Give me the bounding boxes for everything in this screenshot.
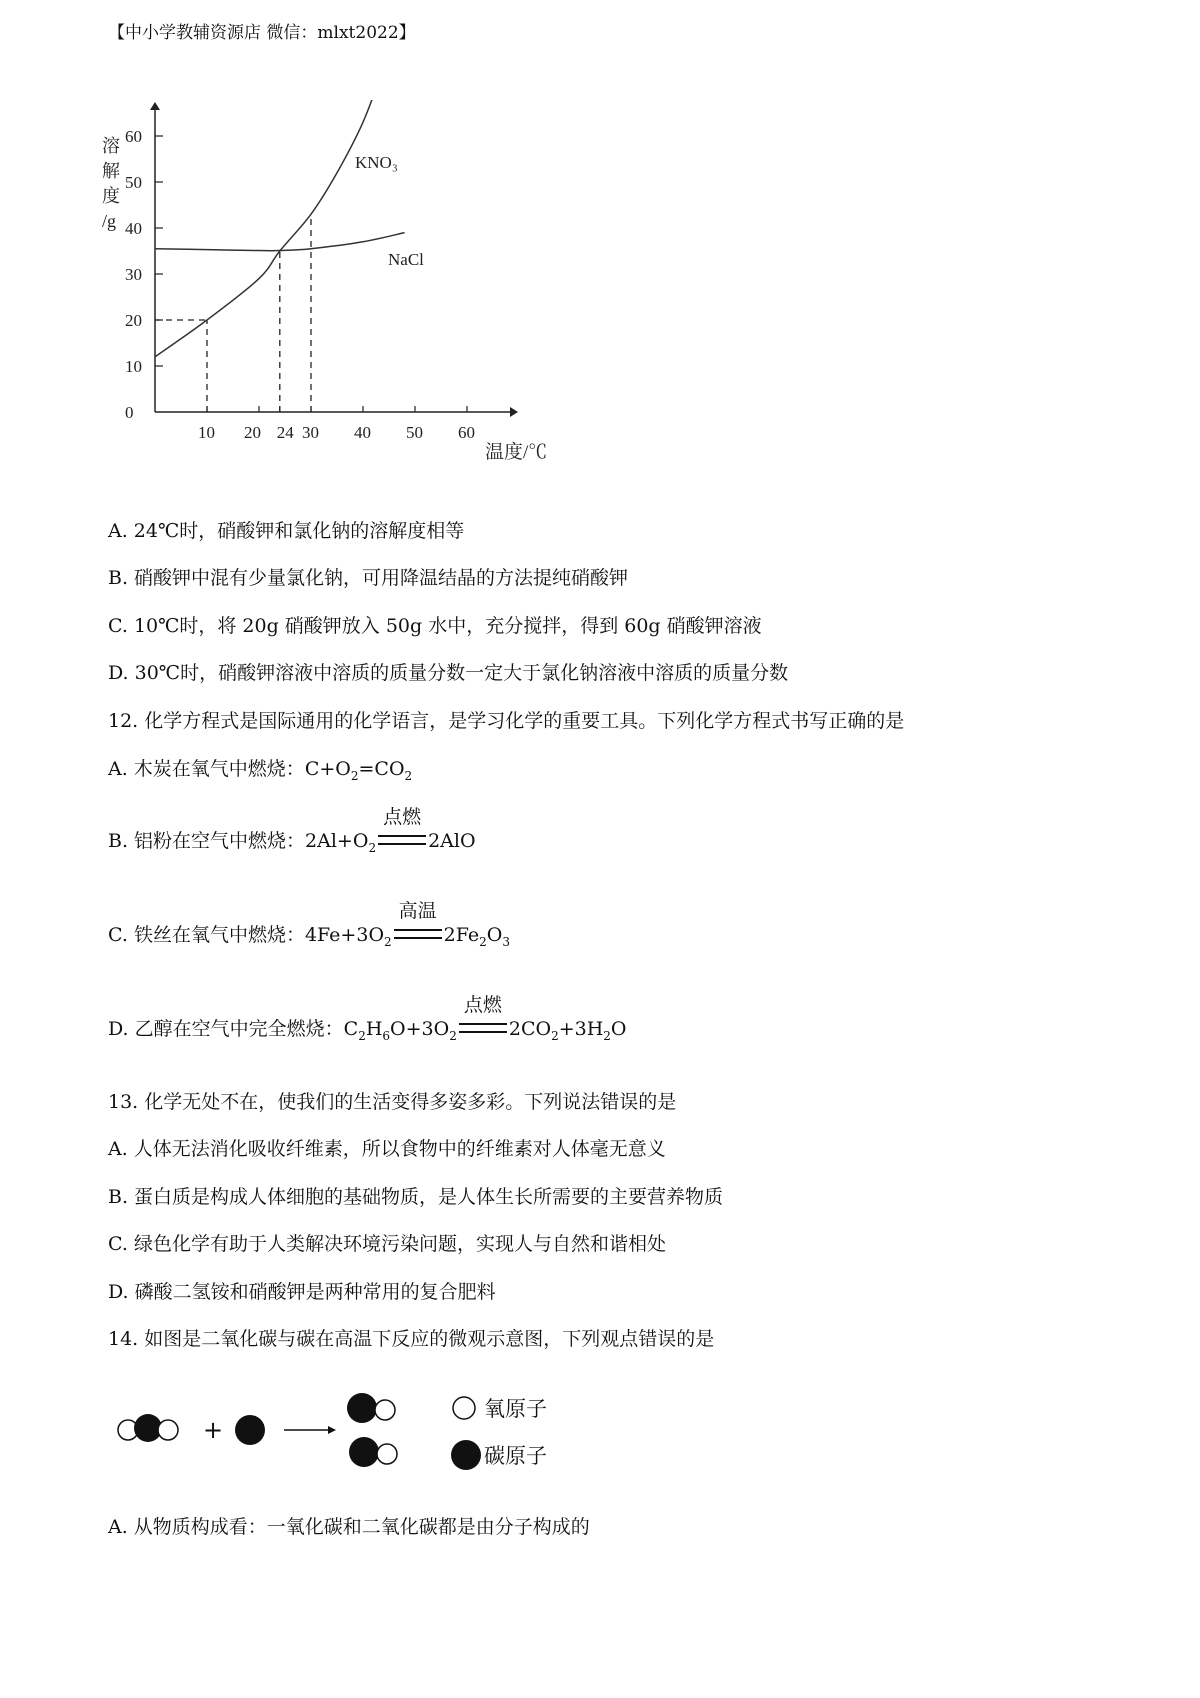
x-tick-label: 20 — [244, 423, 261, 442]
micro-reaction-diagram — [100, 1392, 620, 1492]
oxygen-atom — [375, 1400, 395, 1420]
q11-option-b: B. 硝酸钾中混有少量氯化钠，可用降温结晶的方法提纯硝酸钾 — [108, 567, 629, 589]
y-tick-label: 20 — [125, 311, 142, 330]
carbon-atom — [349, 1437, 379, 1467]
q12-option-a: A. 木炭在氧气中燃烧：$C+O_2=CO_2$ — [108, 758, 413, 783]
reaction-condition: 高温 — [398, 900, 437, 922]
q12-option-b: B. 铝粉在空气中燃烧：$2Al+O_2$ 点燃 2AlO — [108, 826, 476, 855]
q11-option-c: C. 10℃时，将 20g 硝酸钾放入 50g 水中，充分搅拌，得到 60g 硝酸钾溶液 — [108, 615, 762, 637]
series-label-nacl: NaCl — [388, 250, 424, 269]
x-tick-label: 60 — [458, 423, 475, 442]
y-tick-label: 10 — [125, 357, 142, 376]
chart-ticks — [125, 127, 475, 442]
chart-axes — [150, 102, 518, 417]
oxygen-atom — [377, 1444, 397, 1464]
q12-stem: 12. 化学方程式是国际通用的化学语言，是学习化学的重要工具。下列化学方程式书写正确的是 — [108, 710, 905, 732]
x-tick-label: 50 — [406, 423, 423, 442]
x-tick-label: 10 — [198, 423, 215, 442]
q12-option-d: D. 乙醇在空气中完全燃烧：$C_2H_6O+3O_2$ 点燃 $2CO_2+3H_2O$ — [108, 1014, 627, 1043]
reaction-condition: 点燃 — [383, 806, 422, 828]
q11-option-a: A. 24℃时，硝酸钾和氯化钠的溶解度相等 — [108, 520, 465, 542]
q13-option-d: D. 磷酸二氢铵和硝酸钾是两种常用的复合肥料 — [108, 1281, 496, 1303]
y-axis-label-char: 度 — [102, 186, 120, 206]
q13-option-a: A. 人体无法消化吸收纤维素，所以食物中的纤维素对人体毫无意义 — [108, 1138, 666, 1160]
x-tick-label: 40 — [354, 423, 371, 442]
carbon-atom — [347, 1393, 377, 1423]
q12-option-c: C. 铁丝在氧气中燃烧：$4Fe+3O_2$ 高温 $2Fe_2O_3$ — [108, 920, 510, 949]
carbon-atom — [235, 1415, 265, 1445]
solubility-chart — [100, 100, 580, 510]
x-tick-label: 30 — [302, 423, 319, 442]
x-axis-arrow — [510, 407, 518, 417]
reaction-condition: 点燃 — [463, 994, 502, 1016]
legend-carbon-icon — [451, 1440, 481, 1470]
y-axis-arrow — [150, 102, 160, 110]
legend-oxygen-label: 氧原子 — [484, 1397, 547, 1421]
y-tick-label: 0 — [125, 403, 134, 422]
plus-sign: + — [203, 1416, 224, 1444]
x-tick-label: 24 — [276, 423, 294, 442]
q14-option-a: A. 从物质构成看：一氧化碳和二氧化碳都是由分子构成的 — [108, 1516, 590, 1538]
q14-stem: 14. 如图是二氧化碳与碳在高温下反应的微观示意图，下列观点错误的是 — [108, 1328, 715, 1350]
y-tick-label: 50 — [125, 173, 142, 192]
legend-carbon-label: 碳原子 — [484, 1444, 547, 1468]
page-header: 【中小学教辅资源店 微信：mlxt2022】 — [108, 23, 416, 43]
y-tick-label: 60 — [125, 127, 142, 146]
y-tick-label: 40 — [125, 219, 142, 238]
curve-kno3 — [155, 100, 384, 357]
series-label-kno3: KNO₃ — [355, 153, 398, 172]
y-axis-label-char: 解 — [102, 161, 120, 181]
y-axis-label-char: /g — [102, 211, 117, 231]
legend-oxygen-icon — [453, 1397, 475, 1419]
y-tick-label: 30 — [125, 265, 142, 284]
q12-a-equation: $C+O_2=CO_2$ — [304, 758, 413, 783]
chart-guide-lines — [155, 214, 311, 412]
chart-labels — [102, 136, 547, 463]
q11-option-d: D. 30℃时，硝酸钾溶液中溶质的质量分数一定大于氯化钠溶液中溶质的质量分数 — [108, 662, 789, 684]
q13-option-b: B. 蛋白质是构成人体细胞的基础物质，是人体生长所需要的主要营养物质 — [108, 1186, 724, 1208]
q13-stem: 13. 化学无处不在，使我们的生活变得多姿多彩。下列说法错误的是 — [108, 1091, 677, 1113]
x-axis-label: 温度/℃ — [485, 442, 548, 463]
y-axis-label-char: 溶 — [102, 136, 120, 156]
curve-nacl — [155, 233, 405, 251]
oxygen-atom — [158, 1420, 178, 1440]
q13-option-c: C. 绿色化学有助于人类解决环境污染问题，实现人与自然和谐相处 — [108, 1233, 666, 1255]
